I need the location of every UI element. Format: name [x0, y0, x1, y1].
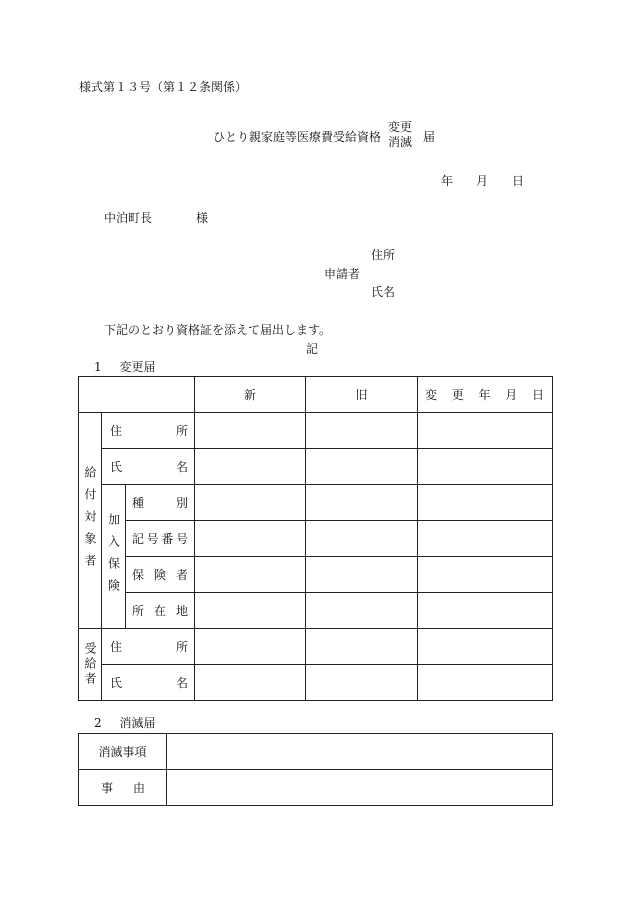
group-beneficiary: 給付対象者: [79, 413, 102, 629]
beneficiary-name-new[interactable]: [195, 449, 306, 485]
table-row: [79, 485, 553, 521]
col-change-date-header: 変 更 年 月 日: [418, 377, 553, 413]
table-row: [79, 413, 553, 449]
row-label-recipient-address: 住 所: [102, 629, 195, 665]
row-label-reason: 事 由: [79, 770, 167, 806]
beneficiary-name-date[interactable]: [418, 449, 553, 485]
table-header-row: [79, 377, 553, 413]
date-day: 日: [512, 174, 525, 188]
date-year: 年: [441, 174, 454, 188]
beneficiary-address-date[interactable]: [418, 413, 553, 449]
insurer-date[interactable]: [418, 557, 553, 593]
body-text: 下記のとおり資格証を添えて届出します。: [104, 323, 332, 337]
row-label-name: 氏 名: [102, 449, 195, 485]
header-blank-cell: [79, 377, 195, 413]
recipient-name-old[interactable]: [306, 665, 418, 701]
row-label-address: 住 所: [102, 413, 195, 449]
location-new[interactable]: [195, 593, 306, 629]
cancel-reason-field[interactable]: [167, 770, 553, 806]
row-label-matter: 消滅事項: [79, 734, 167, 770]
recipient-name-date[interactable]: [418, 665, 553, 701]
title-option-cancel: 消滅: [388, 135, 413, 149]
table-row: [79, 770, 553, 806]
insurer-old[interactable]: [306, 557, 418, 593]
insurance-number-date[interactable]: [418, 521, 553, 557]
section2-heading: [94, 716, 155, 730]
form-number: 様式第１３号（第１２条関係）: [79, 80, 248, 94]
date-month: 月: [476, 174, 489, 188]
beneficiary-name-old[interactable]: [306, 449, 418, 485]
col-old-header: 旧: [306, 377, 418, 413]
change-table: [78, 376, 553, 701]
beneficiary-address-new[interactable]: [195, 413, 306, 449]
row-label-location: 所 在 地: [126, 593, 195, 629]
title-suffix: 届: [423, 130, 436, 144]
location-date[interactable]: [418, 593, 553, 629]
col-new-header: 新: [195, 377, 306, 413]
group-insurance: 加入保険: [102, 485, 126, 629]
section2-label: 消滅届: [119, 716, 156, 730]
beneficiary-address-old[interactable]: [306, 413, 418, 449]
table-row: [79, 665, 553, 701]
ki-heading: 記: [306, 342, 319, 356]
table-row: [79, 629, 553, 665]
applicant-name-label: 氏名: [371, 285, 396, 299]
addressee-honorific: 様: [196, 211, 209, 225]
insurer-new[interactable]: [195, 557, 306, 593]
applicant-label: 申請者: [324, 267, 361, 281]
table-row: [79, 521, 553, 557]
table-row: [79, 734, 553, 770]
title-option-change: 変更: [388, 120, 413, 134]
title-options: [388, 120, 412, 150]
table-row: [79, 557, 553, 593]
recipient-address-old[interactable]: [306, 629, 418, 665]
insurance-type-old[interactable]: [306, 485, 418, 521]
title-main: ひとり親家庭等医療費受給資格: [213, 130, 382, 144]
recipient-address-date[interactable]: [418, 629, 553, 665]
row-label-symbol-number: 記 号 番 号: [126, 521, 195, 557]
table-row: [79, 449, 553, 485]
recipient-address-new[interactable]: [195, 629, 306, 665]
cancel-matter-field[interactable]: [167, 734, 553, 770]
section2-number: 2: [94, 716, 102, 730]
insurance-type-new[interactable]: [195, 485, 306, 521]
recipient-name-new[interactable]: [195, 665, 306, 701]
table-row: [79, 593, 553, 629]
row-label-insurer: 保 険 者: [126, 557, 195, 593]
addressee-name: 中泊町長: [104, 211, 153, 225]
section1-label: 変更届: [119, 360, 156, 374]
section1-heading: [94, 360, 155, 374]
insurance-type-date[interactable]: [418, 485, 553, 521]
cancel-table: [78, 733, 553, 806]
insurance-number-old[interactable]: [306, 521, 418, 557]
group-recipient: 受給者: [79, 629, 102, 701]
section1-number: 1: [94, 360, 102, 374]
row-label-recipient-name: 氏 名: [102, 665, 195, 701]
insurance-number-new[interactable]: [195, 521, 306, 557]
location-old[interactable]: [306, 593, 418, 629]
row-label-type: 種 別: [126, 485, 195, 521]
applicant-address-label: 住所: [371, 248, 396, 262]
